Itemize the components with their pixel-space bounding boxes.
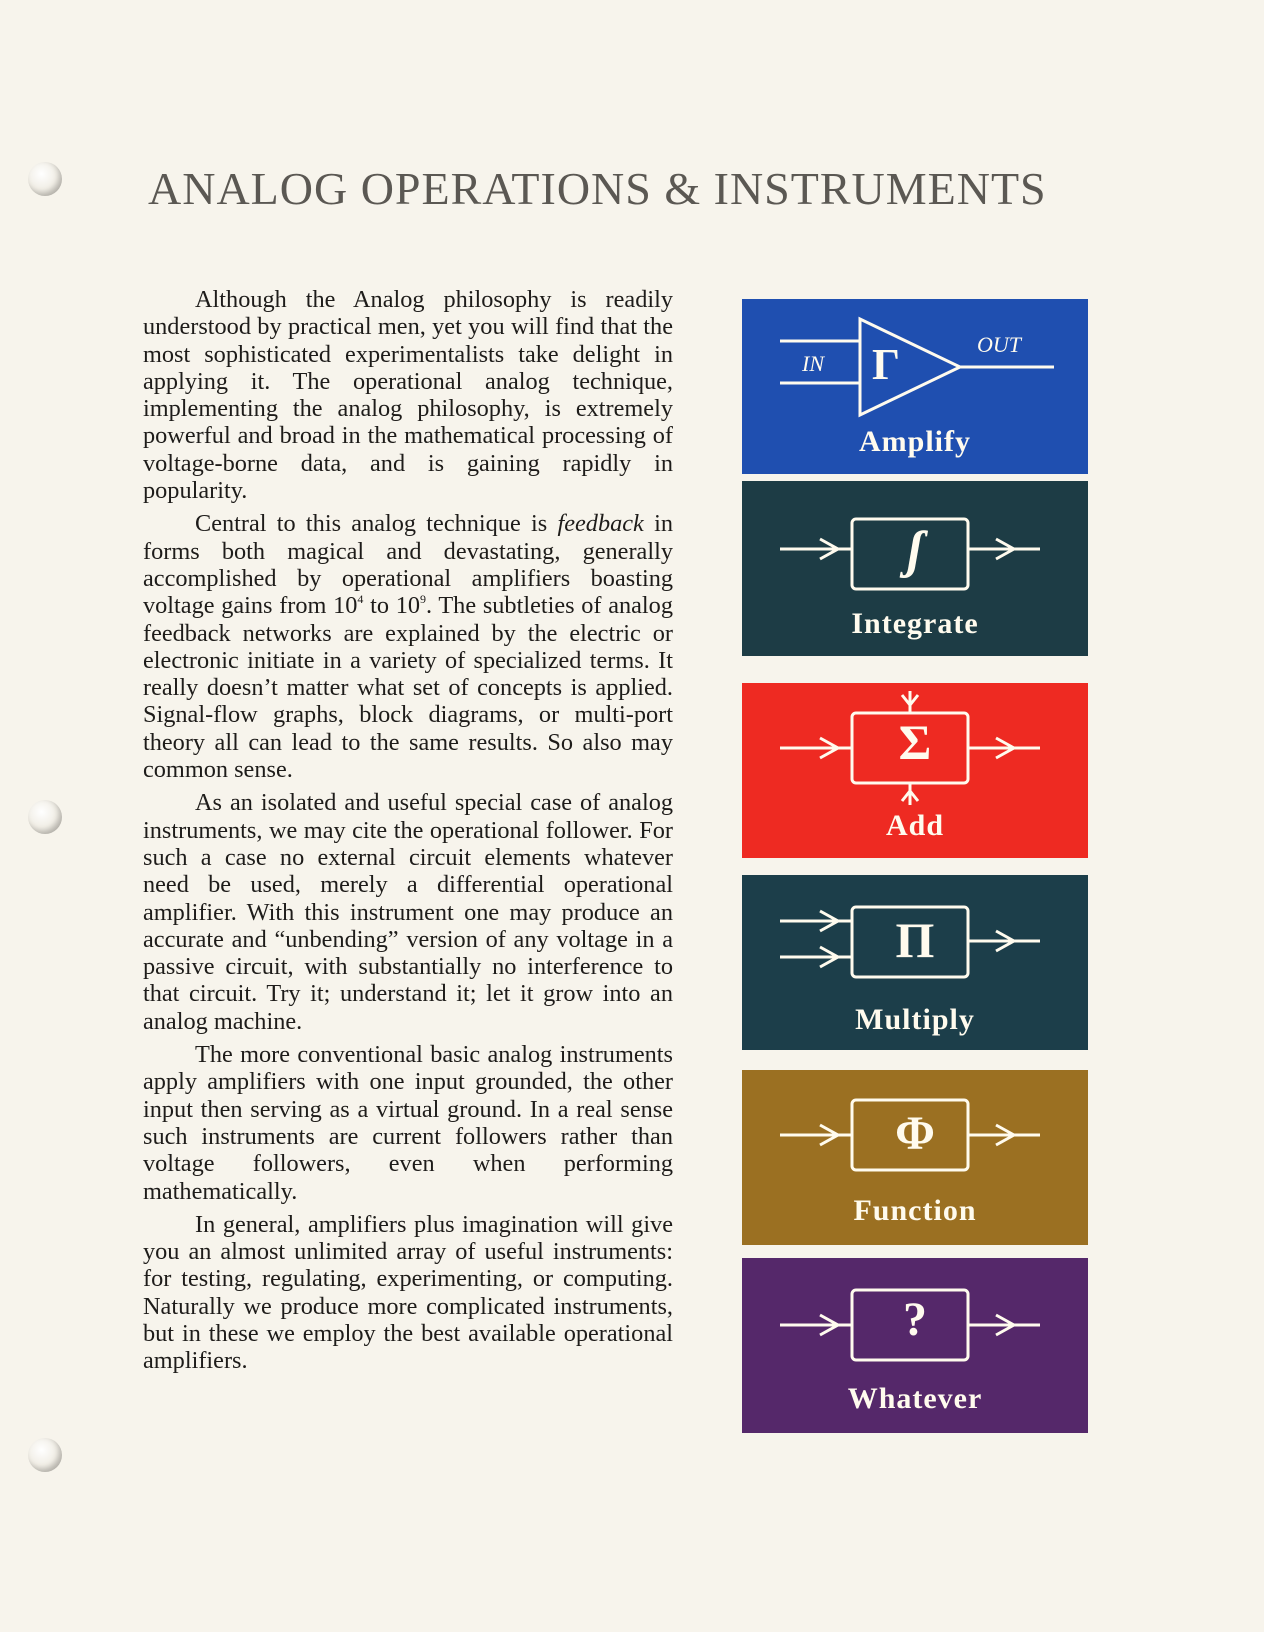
binder-hole-top xyxy=(28,162,62,196)
binder-hole-bottom xyxy=(28,1438,62,1472)
paragraph-1: Although the Analog philosophy is readily understood by practical men, yet you will find that the most sophisticated experimentalists take delight in applying it. The operational analog technique, implementing the analog philosophy, is extremely powerful and broad in the mathematical processing of voltage-borne data, and is gaining rapidly in popularity. xyxy=(143,286,673,505)
paragraph-5: In general, amplifiers plus imagination will give you an almost unlimited array of useful instruments: for testing, regulating, experimenting, or computing. Naturally we produce more complicated instruments, but in these we employ the best available operational amplifiers. xyxy=(143,1210,673,1375)
out-label: OUT xyxy=(977,332,1022,357)
gamma-symbol: Γ xyxy=(872,340,900,389)
op-label-multiply: Multiply xyxy=(855,1003,975,1036)
op-label-whatever: Whatever xyxy=(847,1382,983,1415)
paragraph-4: The more conventional basic analog instruments apply amplifiers with one input grounded, the other input then serving as a virtual ground. In a real sense such instruments are current followers rather than voltage followers, even when performing mathematically. xyxy=(143,1041,673,1205)
op-box-multiply xyxy=(742,875,1088,1050)
op-label-add: Add xyxy=(885,809,945,842)
sigma-symbol: Σ xyxy=(898,714,932,770)
integral-symbol: ʃ xyxy=(906,522,924,579)
in-label: IN xyxy=(802,351,824,376)
body-text xyxy=(143,286,673,1381)
page-title: ANALOG OPERATIONS & INSTRUMENTS xyxy=(148,163,1047,214)
gain-exponent-high: 9 xyxy=(420,592,427,607)
binder-hole-middle xyxy=(28,800,62,834)
pi-symbol: Π xyxy=(895,912,935,968)
question-mark-symbol: ? xyxy=(903,1293,927,1346)
paragraph-2: Central to this analog technique is feedback in forms both magical and devastating, generally accomplished by operational amplifiers boasting voltage gains from $10^4$ to $10^9$. The subtleties of analog feedback networks are explained by the electric or electronic initiate in a variety of specialized terms. It really doesn’t matter what set of concepts is applied. Signal-flow graphs, block diagrams, or multi-port theory all can lead to the same results. So also may common sense. xyxy=(143,510,673,784)
feedback-term: feedback xyxy=(557,510,644,538)
op-box-integrate xyxy=(742,481,1088,656)
paragraph-3: As an isolated and useful special case of analog instruments, we may cite the operational follower. For such a case no external circuit elements whatever need be used, merely a differential operational amplifier. With this instrument one may produce an accurate and “unbending” version of any voltage in a passive circuit, with substantially no interference to that circuit. Try it; understand it; let it grow into an analog machine. xyxy=(143,789,673,1035)
op-box-add xyxy=(742,683,1088,858)
op-box-amplify xyxy=(742,299,1088,474)
gain-exponent-low: 4 xyxy=(357,592,364,607)
op-box-function xyxy=(742,1070,1088,1245)
op-label-integrate: Integrate xyxy=(851,607,979,640)
op-label-function: Function xyxy=(853,1194,977,1227)
op-box-whatever xyxy=(742,1258,1088,1433)
op-label-amplify: Amplify xyxy=(859,425,971,458)
phi-symbol: Φ xyxy=(895,1107,935,1160)
